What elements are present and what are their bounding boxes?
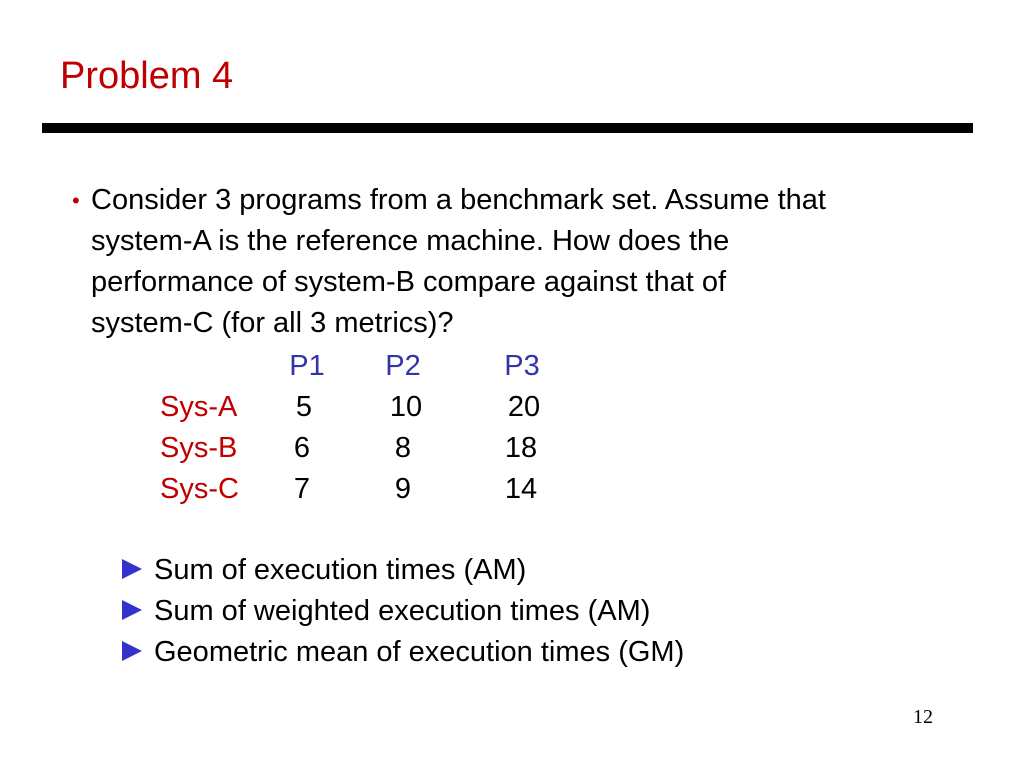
table-cell: 14 — [504, 473, 538, 505]
bullet-line: system-C (for all 3 metrics)? — [91, 307, 454, 339]
table-cell: 20 — [507, 391, 541, 423]
row-label-sys-b: Sys-B — [160, 432, 238, 464]
column-header-p1: P1 — [289, 350, 325, 382]
bullet-dot-icon: • — [72, 188, 80, 213]
list-item — [122, 632, 684, 673]
list-item — [122, 591, 684, 632]
page-number: 12 — [913, 706, 933, 728]
table-cell: 18 — [504, 432, 538, 464]
row-label-sys-c: Sys-C — [160, 473, 239, 505]
table-cell: 5 — [295, 391, 313, 423]
metric-label: Geometric mean of execution times (GM) — [154, 636, 685, 668]
table-cell: 8 — [394, 432, 412, 464]
bullet-line: system-A is the reference machine. How does the — [91, 225, 730, 257]
table-cell: 10 — [389, 391, 423, 423]
bullet-text — [91, 180, 826, 344]
table-cell: 7 — [293, 473, 311, 505]
column-header-p3: P3 — [504, 350, 540, 382]
slide-title: Problem 4 — [60, 55, 234, 97]
bullet-line: Consider 3 programs from a benchmark set. Assume that — [91, 184, 826, 216]
row-label-sys-a: Sys-A — [160, 391, 238, 423]
title-divider — [42, 123, 973, 133]
arrow-bullet-icon — [122, 641, 142, 661]
column-header-p2: P2 — [385, 350, 421, 382]
arrow-bullet-icon — [122, 600, 142, 620]
table-cell: 6 — [293, 432, 311, 464]
bullet-line: performance of system-B compare against that of — [91, 266, 727, 298]
list-item — [122, 550, 684, 591]
metrics-list — [122, 550, 684, 673]
arrow-bullet-icon — [122, 559, 142, 579]
metric-label: Sum of weighted execution times (AM) — [154, 595, 651, 627]
metric-label: Sum of execution times (AM) — [154, 554, 527, 586]
table-cell: 9 — [394, 473, 412, 505]
